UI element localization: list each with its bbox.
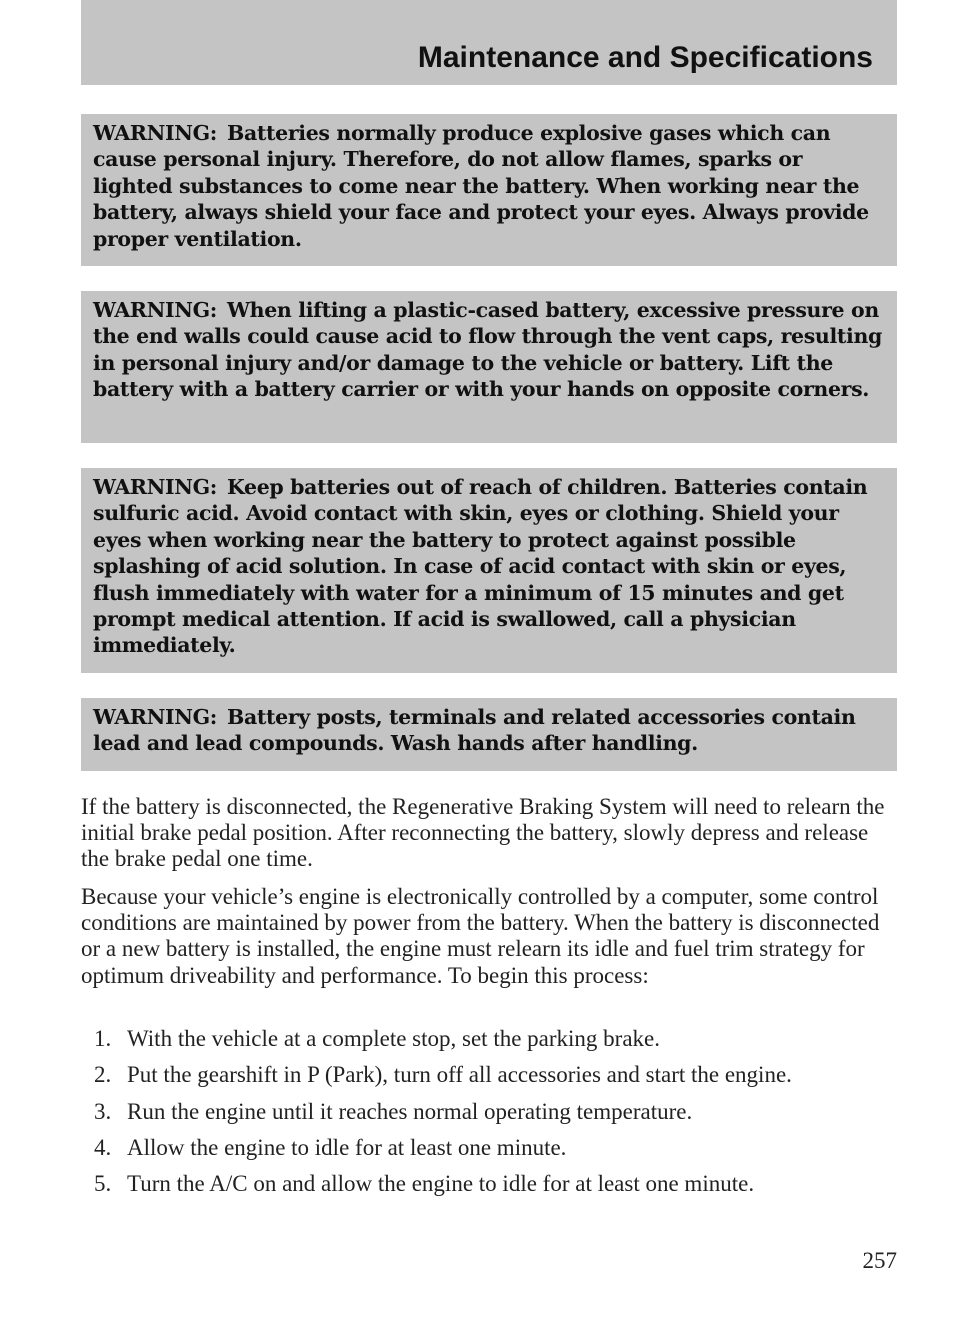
step-text: Put the gearshift in P (Park), turn off all accessories and start the engine.: [127, 1062, 792, 1088]
warning-text: Keep batteries out of reach of children. Batteries contain sulfuric acid. Avoid contact with skin, eyes or clothing. Shield your eyes when working near the battery to protect against possible splashing of acid solution. In case of acid contact with skin or eyes, flush immediately with water for a minimum of 15 minutes and get prompt medical attention. If acid is swallowed, call a physician immediately.: [93, 475, 868, 658]
step-number: 2.: [94, 1062, 112, 1088]
step-number: 1.: [94, 1026, 112, 1051]
step-number: 4.: [94, 1134, 112, 1160]
list-item: [81, 1135, 901, 1162]
step-text: With the vehicle at a complete stop, set the parking brake.: [127, 1026, 660, 1051]
paragraph-regenerative-braking: If the battery is disconnected, the Regenerative Braking System will need to relearn the initial brake pedal position. After reconnecting the battery, slowly depress and release the brake pedal one time.: [81, 794, 885, 872]
page-number: 257: [862, 1248, 897, 1273]
step-number: 5.: [94, 1171, 112, 1197]
step-text: Run the engine until it reaches normal operating temperature.: [127, 1098, 693, 1124]
step-number: 3.: [94, 1098, 112, 1124]
warning-text: Batteries normally produce explosive gases which can cause personal injury. Therefore, do not allow flames, sparks or lighted substances to come near the battery. When working near the battery, always shield your face and protect your eyes. Always provide proper ventilation.: [93, 121, 869, 251]
warning-box-explosive-gases: [81, 114, 897, 266]
warning-label: WARNING:: [93, 705, 217, 729]
list-item: [81, 1099, 901, 1126]
warning-label: WARNING:: [93, 121, 217, 145]
page-header: [81, 0, 897, 85]
relearn-steps-list: [81, 1026, 901, 1207]
warning-label: WARNING:: [93, 298, 217, 322]
warning-box-lead-compounds: [81, 698, 897, 771]
warning-text: Battery posts, terminals and related accessories contain lead and lead compounds. Wash hands after handling.: [93, 705, 856, 756]
list-item: [81, 1026, 901, 1053]
warning-label: WARNING:: [93, 475, 217, 499]
list-item: [81, 1171, 901, 1198]
section-title: Maintenance and Specifications: [417, 41, 873, 74]
step-text: Allow the engine to idle for at least one minute.: [127, 1134, 567, 1160]
list-item: [81, 1062, 901, 1089]
warning-text: When lifting a plastic-cased battery, excessive pressure on the end walls could cause acid to flow through the vent caps, resulting in personal injury and/or damage to the vehicle or battery. Lift the battery with a battery carrier or with your hands on opposite corners.: [93, 298, 883, 402]
warning-box-lifting-battery: [81, 291, 897, 443]
step-text: Turn the A/C on and allow the engine to idle for at least one minute.: [127, 1171, 755, 1197]
paragraph-relearn-idle: Because your vehicle’s engine is electronically controlled by a computer, some control conditions are maintained by power from the battery. When the battery is disconnected or a new battery is installed, the engine must relearn its idle and fuel trim strategy for optimum driveability and performance. To begin this process:: [81, 884, 880, 988]
warning-box-sulfuric-acid: [81, 468, 897, 673]
